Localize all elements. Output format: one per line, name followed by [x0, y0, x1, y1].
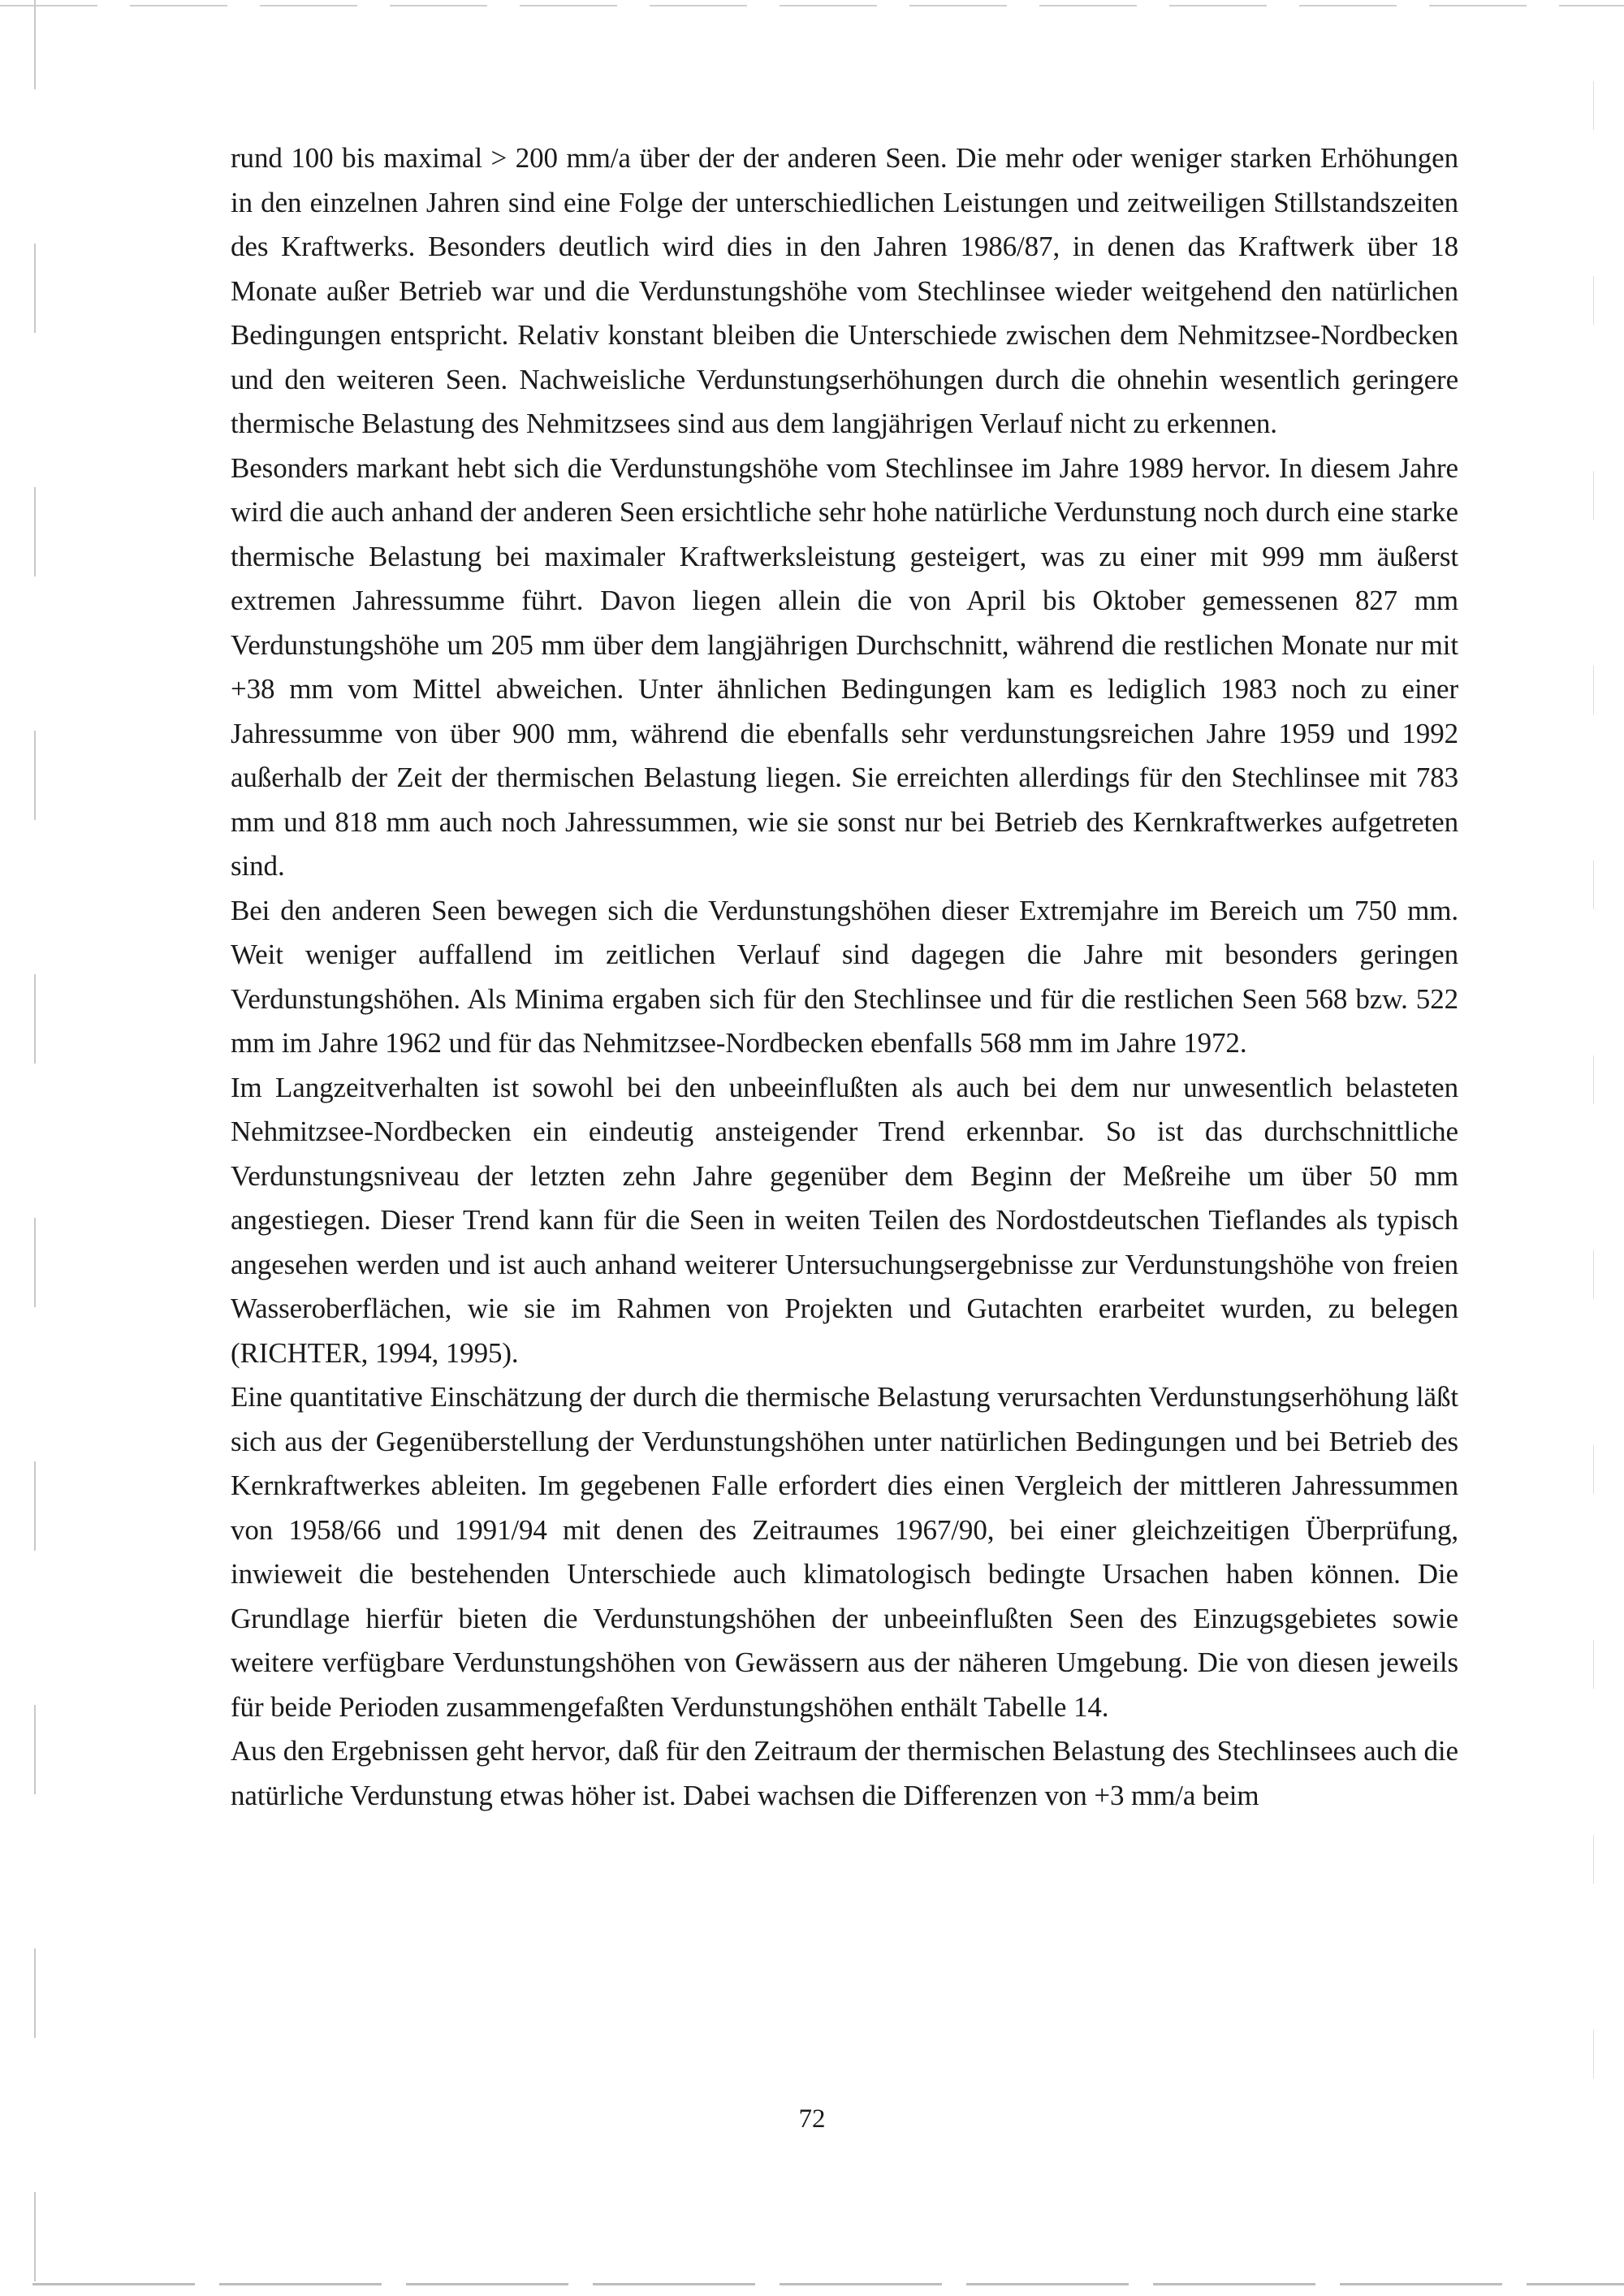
paragraph-1: rund 100 bis maximal > 200 mm/a über der der anderen Seen. Die mehr oder weniger starken Erhöhungen in den einzelnen Jahren sind eine Folge der unterschiedlichen Leistungen und zeitweiligen Stillstandszeiten des Kraftwerks. Besonders deutlich wird dies in den Jahren 1986/87, in denen das Kraftwerk über 18 Monate außer Betrieb war und die Verdunstungshöhe vom Stechlinsee wieder weitgehend den natürlichen Bedingungen entspricht. Relativ konstant bleiben die Unterschiede zwischen dem Nehmitzsee-Nordbecken und den weiteren Seen. Nachweisliche Verdunstungserhöhungen durch die ohnehin wesentlich geringere thermische Belastung des Nehmitzsees sind aus dem langjährigen Verlauf nicht zu erkennen. [231, 142, 1458, 439]
scan-edge-left [34, 0, 36, 2296]
paragraph-3: Bei den anderen Seen bewegen sich die Verdunstungshöhen dieser Extremjahre im Bereich um 750 mm. Weit weniger auffallend im zeitlichen Verlauf sind dagegen die Jahre mit besonders geringen Verdunstungshöhen. Als Minima ergaben sich für den Stechlinsee und für die restlichen Seen 568 bzw. 522 mm im Jahre 1962 und für das Nehmitzsee-Nordbecken ebenfalls 568 mm im Jahre 1972. [231, 894, 1458, 1059]
scan-edge-top [0, 5, 1624, 6]
paragraph-6: Aus den Ergebnissen geht hervor, daß für den Zeitraum der thermischen Belastung des Stechlinsees auch die natürliche Verdunstung etwas höher ist. Dabei wachsen die Differenzen von +3 mm/a beim [231, 1735, 1458, 1811]
paragraph-4: Im Langzeitverhalten ist sowohl bei den unbeeinflußten als auch bei dem nur unwesentlich belasteten Nehmitzsee-Nordbecken ein eindeutig ansteigender Trend erkennbar. So ist das durchschnittliche Verdunstungsniveau der letzten zehn Jahre gegenüber dem Beginn der Meßreihe um über 50 mm angestiegen. Dieser Trend kann für die Seen in weiten Teilen des Nordostdeutschen Tieflandes als typisch angesehen werden und ist auch anhand weiterer Untersuchungsergebnisse zur Verdunstungshöhe von freien Wasseroberflächen, wie sie im Rahmen von Projekten und Gutachten erarbeitet wurden, zu belegen (RICHTER, 1994, 1995). [231, 1071, 1458, 1369]
page-number: 72 [798, 2104, 826, 2134]
page-body [231, 136, 1458, 1818]
scan-edge-bottom [32, 2283, 1624, 2285]
paragraph-5: Eine quantitative Einschätzung der durch die thermische Belastung verursachten Verdunstungserhöhung läßt sich aus der Gegenüberstellung der Verdunstungshöhen unter natürlichen Bedingungen und bei Betrieb des Kernkraftwerkes ableiten. Im gegebenen Falle erfordert dies einen Vergleich der mittleren Jahressummen von 1958/66 und 1991/94 mit denen des Zeitraumes 1967/90, bei einer gleichzeitigen Überprüfung, inwieweit die bestehenden Unterschiede auch klimatologisch bedingte Ursachen haben können. Die Grundlage hierfür bieten die Verdunstungshöhen der unbeeinflußten Seen des Einzugsgebietes sowie weitere verfügbare Verdunstungshöhen von Gewässern aus der näheren Umgebung. Die von diesen jeweils für beide Perioden zusammengefaßten Verdunstungshöhen enthält Tabelle 14. [231, 1381, 1458, 1723]
scan-edge-right [1593, 81, 1594, 2111]
paragraph-2: Besonders markant hebt sich die Verdunstungshöhe vom Stechlinsee im Jahre 1989 hervor. In diesem Jahre wird die auch anhand der anderen Seen ersichtliche sehr hohe natürliche Verdunstung noch durch eine starke thermische Belastung bei maximaler Kraftwerksleistung gesteigert, was zu einer mit 999 mm äußerst extremen Jahressumme führt. Davon liegen allein die von April bis Oktober gemessenen 827 mm Verdunstungshöhe um 205 mm über dem langjährigen Durchschnitt, während die restlichen Monate nur mit +38 mm vom Mittel abweichen. Unter ähnlichen Bedingungen kam es lediglich 1983 noch zu einer Jahressumme von über 900 mm, während die ebenfalls sehr verdunstungsreichen Jahre 1959 und 1992 außerhalb der Zeit der thermischen Belastung liegen. Sie erreichten allerdings für den Stechlinsee mit 783 mm und 818 mm auch noch Jahressummen, wie sie sonst nur bei Betrieb des Kernkraftwerkes aufgetreten sind. [231, 451, 1458, 882]
